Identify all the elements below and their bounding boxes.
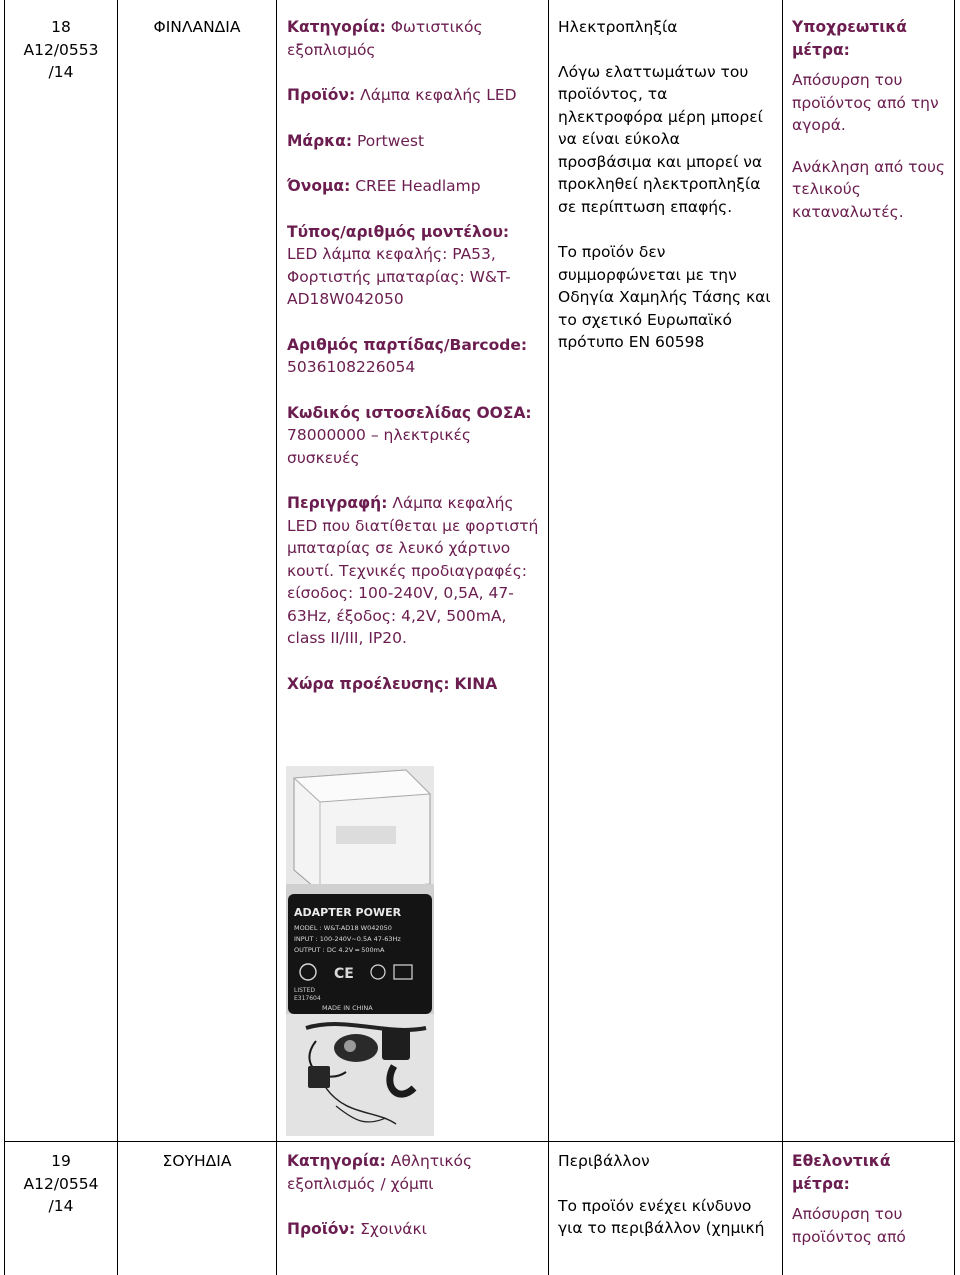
column-divider <box>276 0 277 1275</box>
category-value: Φωτιστικός εξοπλισμός <box>287 18 483 59</box>
svg-text:LISTED: LISTED <box>294 987 315 994</box>
svg-text:MADE IN CHINA: MADE IN CHINA <box>322 1004 373 1012</box>
measures-cell <box>792 16 950 223</box>
product-photo <box>286 766 434 1136</box>
risk-compliance: Το προϊόν δεν συμμορφώνεται με την Οδηγία Χαμηλής Τάσης και το σχετικό Ευρωπαϊκό πρότυπο EN 60598 <box>558 243 771 351</box>
batch-field <box>287 334 539 379</box>
measures-label: Υποχρεωτικά μέτρα: <box>792 18 907 59</box>
category-field <box>287 16 539 61</box>
category-value: Αθλητικός εξοπλισμός / χόμπι <box>287 1152 473 1193</box>
risk-description: Το προϊόν ενέχει κίνδυνο για το περιβάλλον (χημική <box>558 1196 765 1237</box>
column-divider <box>782 0 783 1275</box>
batch-value: 5036108226054 <box>287 358 416 376</box>
name-label: Όνομα: <box>287 177 351 195</box>
risk-type: Περιβάλλον <box>558 1152 650 1170</box>
brand-label: Μάρκα: <box>287 131 353 150</box>
model-value: LED λάμπα κεφαλής: PA53, Φορτιστής μπαταρίας: W&T-AD18W042050 <box>287 245 511 308</box>
notification-ref-suffix: /14 <box>48 63 74 81</box>
svg-text:INPUT : 100-240V~0.5A 47-63Hz: INPUT : 100-240V~0.5A 47-63Hz <box>294 935 401 943</box>
column-divider <box>548 0 549 1275</box>
batch-label: Αριθμός παρτίδας/Barcode: <box>287 335 528 354</box>
measure-withdrawal: Απόσυρση του προϊόντος από την αγορά. <box>792 71 939 134</box>
measures-cell <box>792 1150 950 1248</box>
row-divider <box>4 1141 955 1142</box>
origin-field <box>287 673 539 696</box>
product-field <box>287 1218 539 1241</box>
product-label: Προϊόν: <box>287 1220 356 1238</box>
brand-value: Portwest <box>356 131 425 150</box>
column-divider <box>117 0 118 1275</box>
product-field <box>287 84 539 107</box>
table-border-left <box>4 0 5 1275</box>
risk-description: Λόγω ελαττωμάτων του προϊόντος, τα ηλεκτροφόρα μέρη μπορεί να είναι εύκολα προσβάσιμα και μπορεί να προκληθεί ηλεκτροπληξία σε περίπτωση επαφής. <box>558 62 763 216</box>
product-value: Σχοινάκι <box>360 1220 427 1238</box>
site-code-label: Κωδικός ιστοσελίδας ΟΟΣΑ: <box>287 403 532 422</box>
name-field <box>287 175 539 198</box>
measure-recall: Ανάκληση από τους τελικούς καταναλωτές. <box>792 157 946 221</box>
risk-type: Ηλεκτροπληξία <box>558 18 678 36</box>
product-cell <box>287 16 539 718</box>
measures-label: Εθελοντικά μέτρα: <box>792 1152 891 1193</box>
country: ΣΟΥΗΔΙΑ <box>162 1152 232 1170</box>
country-cell <box>118 1150 276 1173</box>
description-label: Περιγραφή: <box>287 494 388 512</box>
notification-ref: A12/0553 <box>23 40 99 59</box>
product-value: Λάμπα κεφαλής LED <box>360 86 517 104</box>
product-cell <box>287 1150 539 1264</box>
site-code-field <box>287 402 539 470</box>
product-label: Προϊόν: <box>287 86 356 104</box>
measure-withdrawal: Απόσυρση του προϊόντος από <box>792 1205 906 1246</box>
brand-field <box>287 130 539 153</box>
model-field <box>287 221 539 311</box>
name-value: CREE Headlamp <box>355 177 481 195</box>
model-label: Τύπος/αριθμός μοντέλου: <box>287 222 510 241</box>
row-number: 19 <box>51 1152 71 1170</box>
origin-value: ΚΙΝΑ <box>454 674 498 693</box>
country-cell <box>118 16 276 39</box>
svg-text:E317604: E317604 <box>294 995 321 1002</box>
risk-cell <box>558 1150 774 1259</box>
svg-text:CE: CE <box>334 966 354 982</box>
row-number-cell <box>6 16 116 84</box>
svg-text:MODEL : W&T-AD18 W042050: MODEL : W&T-AD18 W042050 <box>294 924 392 932</box>
svg-text:OUTPUT : DC 4.2V ═ 500mA: OUTPUT : DC 4.2V ═ 500mA <box>294 946 385 954</box>
country: ΦΙΝΛΑΝΔΙΑ <box>153 18 241 36</box>
svg-text:ADAPTER POWER: ADAPTER POWER <box>294 906 402 919</box>
notification-ref: A12/0554 <box>23 1174 99 1193</box>
category-label: Κατηγορία: <box>287 1152 386 1170</box>
notification-ref-suffix: /14 <box>48 1197 74 1215</box>
table-border-right <box>954 0 955 1275</box>
row-number-cell <box>6 1150 116 1218</box>
description-field <box>287 492 539 650</box>
row-number: 18 <box>51 18 71 36</box>
category-field <box>287 1150 539 1195</box>
description-value: Λάμπα κεφαλής LED που διατίθεται με φορτιστή μπαταρίας σε λευκό χάρτινο κουτί. Τεχνικές προδιαγραφές: είσοδος: 100-240V, 0,5A, 47-63Hz, έξοδος: 4,2V, 500mA, class II/III, IP20. <box>287 494 539 647</box>
risk-cell <box>558 16 774 373</box>
origin-label: Χώρα προέλευσης: <box>287 674 450 693</box>
site-code-value: 78000000 – ηλεκτρικές συσκευές <box>287 426 472 467</box>
category-label: Κατηγορία: <box>287 18 386 36</box>
